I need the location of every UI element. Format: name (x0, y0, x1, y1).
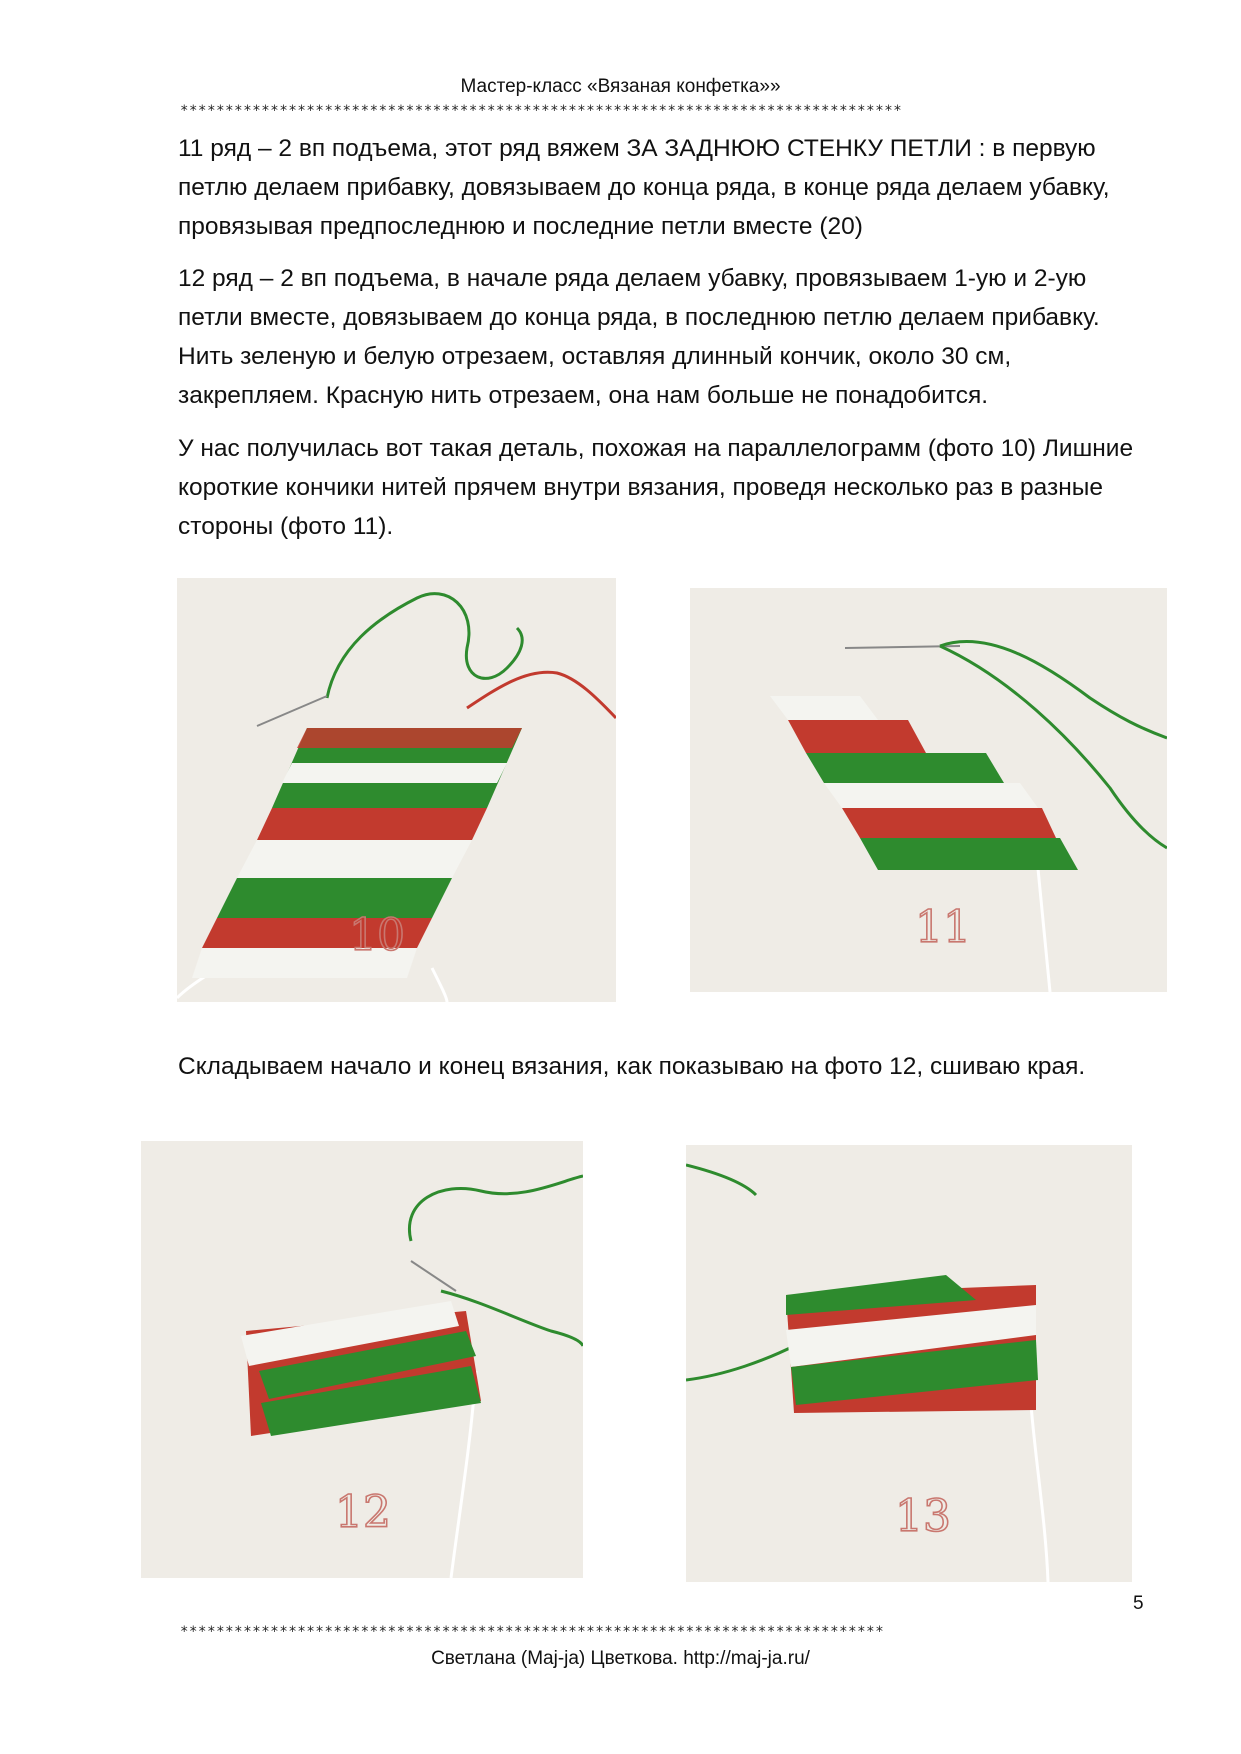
photo-12 (141, 1141, 583, 1578)
paragraph-row-12: 12 ряд – 2 вп подъема, в начале ряда делаем убавку, провязываем 1-ую и 2-ую петли вместе, довязываем до конца ряда, в последнюю петлю делаем прибавку. Нить зеленую и белую отрезаем, оставляя длинный кончик, около 30 см, закрепляем. Красную нить отрезаем, она нам больше не понадобится. (178, 265, 1100, 409)
photo-label: 10 (349, 910, 405, 961)
document-header-title: Мастер-класс «Вязаная конфетка»» (460, 76, 781, 97)
paragraph-fold-and-sew: Складываем начало и конец вязания, как показываю на фото 12, сшиваю края. (178, 1053, 1086, 1080)
photo-label: 13 (895, 1491, 951, 1542)
photo-13 (686, 1145, 1132, 1582)
page-number: 5 (1133, 1593, 1144, 1614)
footer-divider: ****************************************************************************** (180, 1624, 885, 1640)
photo-label: 11 (915, 902, 971, 953)
paragraph-parallelogram: У нас получилась вот такая деталь, похожая на параллелограмм (фото 10) Лишние короткие кончики нитей прячем внутри вязания, проведя несколько раз в разные стороны (фото 11). (178, 435, 1134, 540)
photo-11 (690, 588, 1167, 992)
footer-credit: Светлана (Maj-ja) Цветкова. http://maj-ja.ru/ (431, 1648, 810, 1669)
photo-10 (177, 578, 616, 1002)
paragraph-row-11: 11 ряд – 2 вп подъема, этот ряд вяжем ЗА ЗАДНЮЮ СТЕНКУ ПЕТЛИ : в первую петлю делаем прибавку, довязываем до конца ряда, в конце ряда делаем убавку, провязывая предпоследнюю и последние петли вместе (20) (178, 135, 1110, 240)
photo-label: 12 (335, 1487, 391, 1538)
header-divider: ******************************************************************************** (180, 103, 903, 119)
